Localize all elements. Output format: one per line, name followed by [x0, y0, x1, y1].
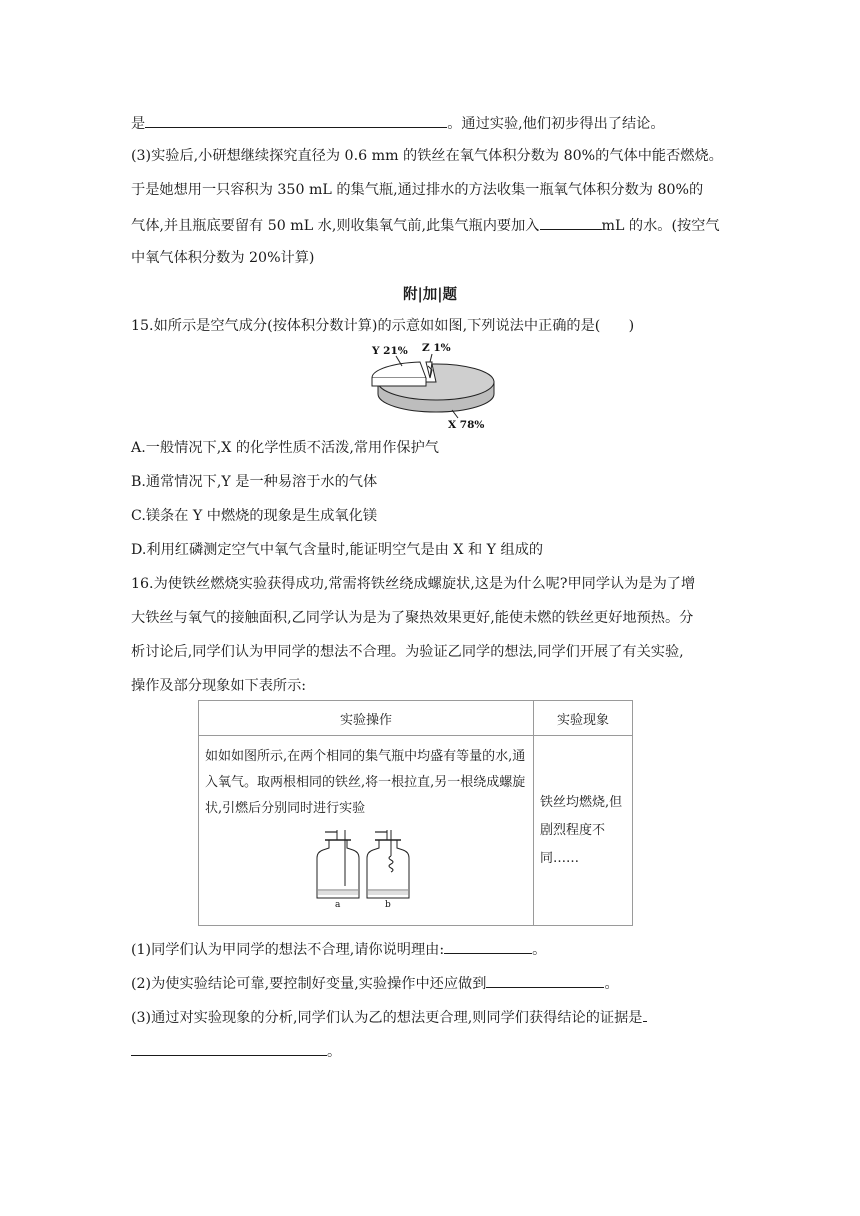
jar-b — [367, 840, 409, 898]
observation-cell: 铁丝均燃烧,但剧烈程度不同…… — [534, 736, 633, 926]
section-title: 附|加|题 — [402, 286, 458, 303]
q16-stem-line3: 析讨论后,同学们认为甲同学的想法不合理。为验证乙同学的想法,同学们开展了有关实验, — [131, 644, 684, 660]
q14-part3-line2: 于是她想用一只容积为 350 mL 的集气瓶,通过排水的方法收集一瓶氧气体积分数为 80%的 — [131, 182, 704, 198]
jar-b-label: b — [385, 900, 391, 908]
q16-sub1: (1)同学们认为甲同学的想法不合理,请你说明理由: 。 — [131, 938, 546, 960]
spiral-iron-wire — [389, 856, 393, 872]
answer-blank[interactable] — [145, 112, 447, 128]
q14-part3-line4: 中氧气体积分数为 20%计算) — [131, 250, 315, 266]
answer-blank[interactable] — [540, 214, 602, 230]
label-y: Y 21% — [372, 345, 408, 357]
q15-option-c[interactable]: C.镁条在 Y 中燃烧的现象是生成氧化镁 — [131, 508, 378, 524]
q14-part3-line1: (3)实验后,小研想继续探究直径为 0.6 mm 的铁丝在氧气体积分数为 80%的气体中能否燃烧。 — [131, 148, 723, 164]
operation-cell — [199, 736, 534, 926]
q15-option-d[interactable]: D.利用红磷测定空气中氧气含量时,能证明空气是由 X 和 Y 组成的 — [131, 542, 544, 558]
answer-blank[interactable] — [444, 938, 532, 954]
q16-sub2: (2)为使实验结论可靠,要控制好变量,实验操作中还应做到 。 — [131, 972, 619, 994]
answer-blank[interactable] — [131, 1040, 327, 1056]
experiment-table — [198, 700, 633, 926]
q16-stem-line4: 操作及部分现象如下表所示: — [131, 678, 307, 694]
q16-stem-line1: 16.为使铁丝燃烧实验获得成功,常需将铁丝绕成螺旋状,这是为什么呢?甲同学认为是为了增 — [131, 576, 696, 592]
label-x: X 78% — [448, 419, 485, 431]
air-composition-pie-figure — [366, 338, 496, 432]
q15-option-a[interactable]: A.一般情况下,X 的化学性质不活泼,常用作保护气 — [131, 440, 439, 456]
label-z: Z 1% — [422, 342, 451, 354]
jar-a-label: a — [335, 900, 341, 908]
q14-conclusion-line: 是 。通过实验,他们初步得出了结论。 — [131, 112, 665, 134]
q15-option-b[interactable]: B.通常情况下,Y 是一种易溶于水的气体 — [131, 474, 378, 490]
jar-a — [317, 840, 359, 898]
q16-sub3-line2: 。 — [131, 1040, 341, 1062]
gas-jar-figure — [311, 828, 411, 908]
operation-text: 如如如图所示,在两个相同的集气瓶中均盛有等量的水,通入氧气。取两根相同的铁丝,将一根拉直,另一根绕成螺旋状,引燃后分别同时进行实验 — [205, 749, 526, 816]
q16-sub3-line1: (3)通过对实验现象的分析,同学们认为乙的想法更合理,则同学们获得结论的证据是 — [131, 1006, 647, 1028]
q14-part3-line3: 气体,并且瓶底要留有 50 mL 水,则收集氧气前,此集气瓶内要加入 mL 的水。(按空气 — [131, 214, 720, 236]
answer-blank[interactable] — [486, 972, 604, 988]
q15-stem: 15.如所示是空气成分(按体积分数计算)的示意如如图,下列说法中正确的是( ) — [131, 318, 635, 334]
header-operation: 实验操作 — [199, 701, 534, 736]
header-observation: 实验现象 — [534, 701, 633, 736]
pie-sector-y — [372, 362, 426, 378]
q16-stem-line2: 大铁丝与氧气的接触面积,乙同学认为是为了聚热效果更好,能使未燃的铁丝更好地预热。分 — [131, 610, 694, 626]
